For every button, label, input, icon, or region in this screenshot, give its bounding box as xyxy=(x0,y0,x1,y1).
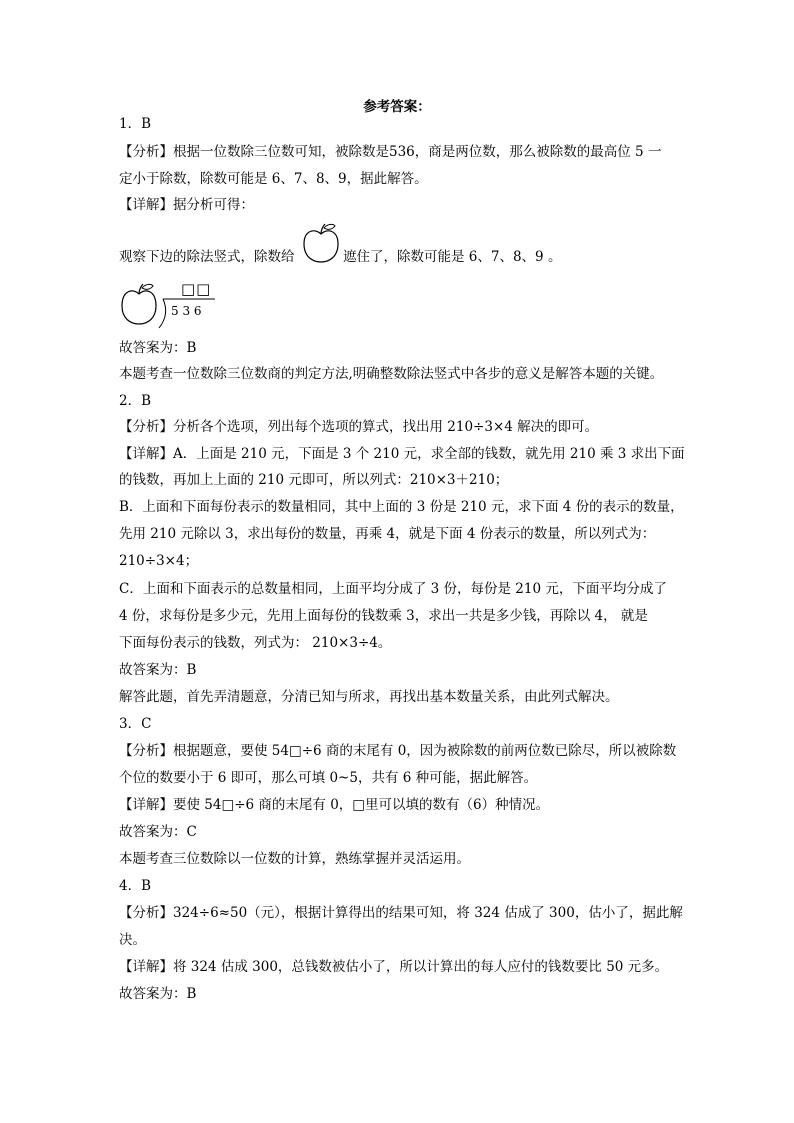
detail-text: 【详解】A．上面是 210 元，下面是 3 个 210 元，求全部的钱数，就先用 210 乘 3 求出下面 xyxy=(119,446,685,462)
summary-text: 解答此题，首先弄清题意，分清已知与所求，再找出基本数量关系，由此列式解决。 xyxy=(119,689,619,705)
detail-text: C．上面和下面表示的总数量相同，上面平均分成了 3 份，每份是 210 元，下面平均分成了 xyxy=(119,581,667,597)
detail-text: 【详解】要使 54□÷6 商的末尾有 0，□里可以填的数有（6）种情况。 xyxy=(119,797,550,813)
detail-text: 【详解】据分析可得： xyxy=(119,197,254,213)
answer-text: 故答案为：B xyxy=(119,340,197,356)
division-quotient: □□ xyxy=(181,280,212,298)
detail-text: 4 份，求每份是多少元，先用上面每份的钱数乘 3，求出一共是多少钱，再除以 4， 就是 xyxy=(119,608,648,624)
analysis-text: 【分析】根据一位数除三位数可知，被除数是536，商是两位数，那么被除数的最高位 5 一 xyxy=(119,144,662,160)
detail-text: 下面每份表示的钱数，列式为： 210×3÷4。 xyxy=(119,635,392,651)
answer-text: 故答案为：C xyxy=(119,824,197,840)
division-dividend: 5 3 6 xyxy=(171,304,202,318)
detail-text: 【详解】将 324 估成 300，总钱数被估小了，所以计算出的每人应付的钱数要比 50 元多。 xyxy=(119,959,669,975)
analysis-text: 【分析】分析各个选项，列出每个选项的算式，找出用 210÷3×4 解决的即可。 xyxy=(119,419,599,435)
analysis-text: 决。 xyxy=(119,932,146,948)
summary-text: 本题考查一位数除三位数商的判定方法,明确整数除法竖式中各步的意义是解答本题的关键。 xyxy=(119,366,664,382)
observe-text: 观察下边的除法竖式，除数给 xyxy=(119,249,295,265)
analysis-text: 【分析】根据题意，要使 54□÷6 商的末尾有 0，因为被除数的前两位数已除尽，所以被除数 xyxy=(119,743,677,759)
analysis-text: 定小于除数，除数可能是 6、7、8、9，据此解答。 xyxy=(119,171,428,187)
analysis-text: 个位的数要小于 6 即可，那么可填 0~5，共有 6 种可能，据此解答。 xyxy=(119,770,538,786)
detail-text: 的钱数，再加上上面的 210 元即可，所以列式：210×3＋210； xyxy=(119,472,509,488)
detail-text: B．上面和下面每份表示的数量相同，其中上面的 3 份是 210 元，求下面 4 份的表示的数量， xyxy=(119,499,684,515)
detail-text: 210÷3×4； xyxy=(119,553,199,569)
question-number: 2．B xyxy=(119,393,152,409)
answer-text: 故答案为：B xyxy=(119,662,197,678)
detail-text: 先用 210 元除以 3，求出每份的数量，再乘 4，就是下面 4 份表示的数量，所以列式为： xyxy=(119,526,656,542)
apple-icon xyxy=(119,282,161,328)
division-diagram xyxy=(119,282,229,332)
observe-text-cont: 遮住了，除数可能是 6、7、8、9 。 xyxy=(343,249,562,265)
question-number: 3．C xyxy=(119,716,152,732)
question-number: 1．B xyxy=(119,116,152,132)
question-number: 4．B xyxy=(119,878,152,894)
answer-text: 故答案为：B xyxy=(119,986,197,1002)
page-title: 参考答案： xyxy=(363,99,431,115)
analysis-text: 【分析】324÷6≈50（元），根据计算得出的结果可知，将 324 估成了 300，估小了，据此解 xyxy=(119,905,683,921)
apple-icon xyxy=(301,222,341,266)
summary-text: 本题考查三位数除以一位数的计算，熟练掌握并灵活运用。 xyxy=(119,851,470,867)
